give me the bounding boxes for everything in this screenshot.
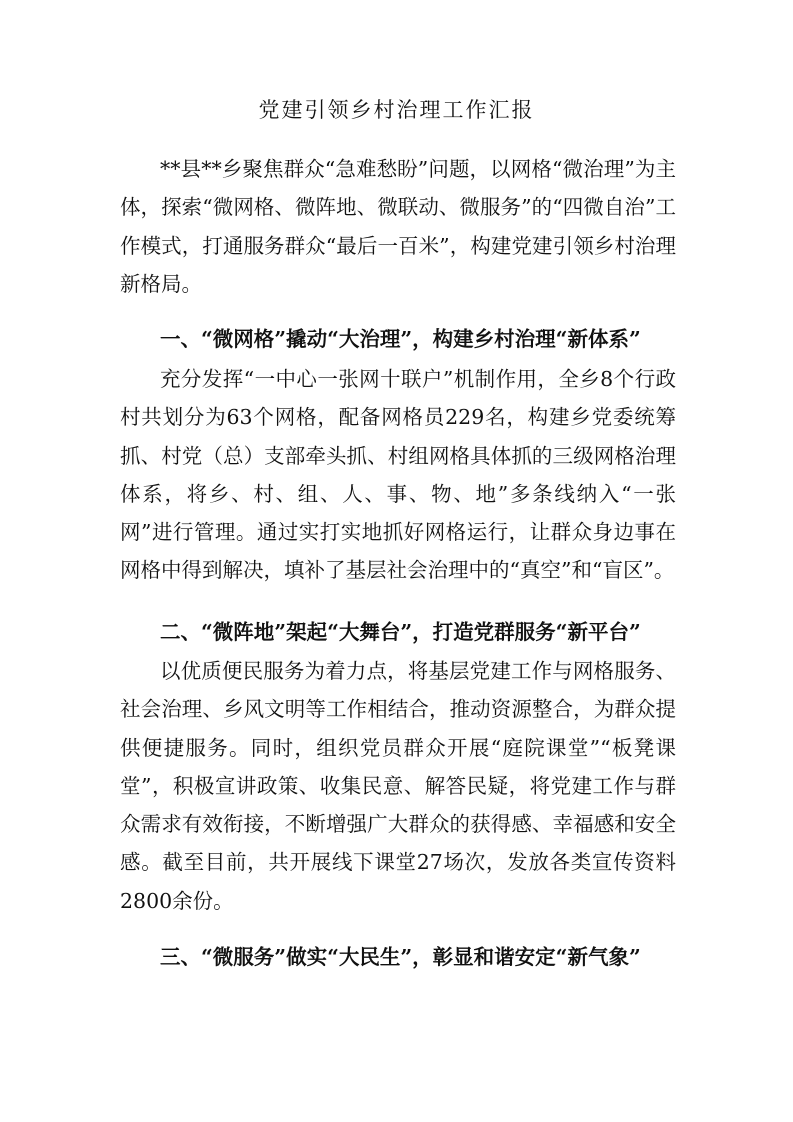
section-3-heading: 三、“微服务”做实“大民生”，彰显和谐安定“新气象” bbox=[160, 945, 641, 969]
section-2-paragraph: 以优质便民服务为着力点，将基层党建工作与网格服务、社会治理、乡风文明等工作相结合，推动资源整合，为群众提供便捷服务。同时，组织党员群众开展“庭院课堂”“板凳课堂”，积极宣讲政策、收集民意、解答民疑，将党建工作与群众需求有效衔接，不断增强广大群众的获得感、幸福感和安全感。截至目前，共开展线下课堂27场次，发放各类宣传资料2800余份。 bbox=[120, 659, 676, 913]
section-1-paragraph: 充分发挥“一中心一张网十联户”机制作用，全乡8个行政村共划分为63个网格，配备网格员229名，构建乡党委统筹抓、村党（总）支部牵头抓、村组网格具体抓的三级网格治理体系，将乡、村、组、人、事、物、地”多条线纳入“一张网”进行管理。通过实打实地抓好网格运行，让群众身边事在网格中得到解决，填补了基层社会治理中的“真空”和“盲区”。 bbox=[120, 367, 676, 583]
section-2-heading: 二、“微阵地”架起“大舞台”，打造党群服务“新平台” bbox=[160, 620, 641, 644]
section-1-heading: 一、“微网格”撬动“大治理”，构建乡村治理“新体系” bbox=[160, 327, 641, 351]
document-title: 党建引领乡村治理工作汇报 bbox=[258, 98, 535, 122]
intro-paragraph: **县**乡聚焦群众“急难愁盼”问题，以网格“微治理”为主体，探索“微网格、微阵地、微联动、微服务”的“四微自治”工作模式，打通服务群众“最后一百米”，构建党建引领乡村治理新格局。 bbox=[120, 157, 676, 296]
